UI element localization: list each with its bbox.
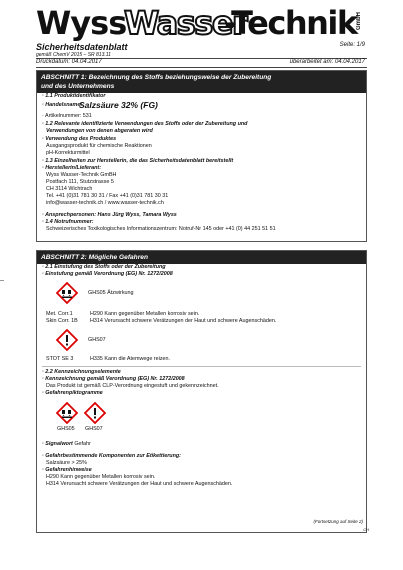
section-2-header [37,251,366,264]
section-1-4-heading: · 1.4 Notrufnummer: [42,219,94,225]
h290-text: H290 Kann gegenüber Metallen korrosiv sein. [90,311,200,317]
exclamation-pictogram-icon [56,329,78,351]
section-2-1-subheading: · Einstufung gemäß Verordnung (EG) Nr. 1272/2008 [42,271,173,277]
section-1-3-heading: · 1.3 Einzelheiten zur Herstellerin, die das Sicherheitsdatenblatt bereitstellt [42,158,234,164]
exclamation-pictogram-icon [84,402,106,424]
use-2: pH-Korrekturmittel [46,150,90,156]
address-line: Tel. +41 (0)31 781 30 31 / Fax +41 (0)31 781 30 31 [46,193,169,199]
logo-word-1: Wyss [36,4,127,42]
page-number: Seite: 1/9 [339,42,365,48]
divider [42,366,361,367]
hazard-statement: H314 Verursacht schwere Verätzungen der Haut und schwere Augenschäden. [46,481,233,487]
contact-persons-text: · Ansprechpersonen: Hans Jürg Wyss, Tamara Wyss [42,212,177,218]
picto-1-label: GHS05 [57,426,75,432]
h314-class: Skin Corr. 1B [46,318,78,324]
document-subtitle: gemäß ChemV 2015 – SR 813.11 [36,52,111,58]
address-line: CH 3114 Wichtrach [46,186,93,192]
section-1-title-line2: und des Unternehmens [41,83,115,90]
picto-2-label: GHS07 [85,426,103,432]
corrosion-pictogram-icon [56,402,78,424]
section-1-2-heading-2: Verwendungen von denen abgeraten wird [46,128,153,134]
continued-note: (Fortsetzung auf Seite 2) [313,519,363,524]
logo-word-3: -Technik [224,4,357,42]
revision-date: überarbeitet am: 04.04.2017 [289,59,365,65]
section-1-header [37,71,366,93]
section-2-2-heading: · 2.2 Kennzeichnungselemente [42,369,121,375]
trade-name: Salzsäure 32% (FG) [79,100,158,110]
print-date: Druckdatum: 04.04.2017 [36,59,102,65]
signal-word-row [42,441,91,448]
header-divider-2 [36,67,367,68]
logo-word-2: Wasser [124,4,247,42]
section-2-title: ABSCHNITT 2: Mögliche Gefahren [41,254,148,261]
clp-note: Das Produkt ist gemäß CLP-Verordnung eingestuft und gekennzeichnet. [46,383,219,389]
article-number: · Artikelnummer: 531 [42,113,92,119]
h335-text: H335 Kann die Atemwege reizen. [90,356,171,362]
logo-gmbh: GmbH [356,12,362,30]
ghs05-label: GHS05 Ätzwirkung [88,290,134,296]
section-2-2-subheading: · Kennzeichnung gemäß Verordnung (EG) Nr. 1272/2008 [42,376,185,382]
trade-name-label: · Handelsname: [42,102,83,108]
h335-class: STOT SE 3 [46,356,74,362]
country-code: CH [363,527,369,532]
section-1-title-line1: ABSCHNITT 1: Bezeichnung des Stoffs beziehungsweise der Zubereitung [41,74,272,81]
use-1: Ausgangsprodukt für chemische Reaktionen [46,143,152,149]
signal-word-label: · Signalwort [42,441,73,447]
h290-class: Met. Corr.1 [46,311,73,317]
emergency-number: Schweizerisches Toxikologisches Informationszentrum: Notruf-Nr 145 oder +41 (0) 44 251 51 51 [46,226,276,232]
contact-persons [42,212,177,219]
section-1-1-heading: · 1.1 Produktidentifikator [42,93,106,99]
page-edge-mark [0,280,4,281]
corrosion-pictogram-icon [56,282,78,304]
component: Salzsäure > 25% [46,460,87,466]
address-line: Postfach 111, Stutzstrasse 5 [46,179,114,185]
hazard-statements-label: · Gefahrenhinweise [42,467,92,473]
section-1-2-heading-1: · 1.2 Relevante identifizierte Verwendungen des Stoffs oder der Zubereitung und [42,121,248,127]
ghs07-label: GHS07 [88,337,106,343]
address-line: Wyss Wasser-Technik GmBH [46,172,117,178]
signal-word: Gefahr [74,441,91,447]
document-title: Sicherheitsdatenblatt [36,42,128,52]
maker-label: · Herstellerin/Lieferant: [42,165,102,171]
company-logo [36,6,366,40]
components-label: · Gefahrbestimmende Komponenten zur Etikettierung: [42,453,181,459]
h314-text: H314 Verursacht schwere Verätzungen der Haut und schwere Augenschäden. [90,318,277,324]
section-2-1-heading: · 2.1 Einstufung des Stoffs oder der Zubereitung [42,264,166,270]
use-label: · Verwendung des Produktes [42,136,117,142]
pictogram-label: · Gefahrenpiktogramme [42,390,103,396]
email-web-link[interactable]: info@wasser-technik.ch / www.wasser-technik.ch [46,200,164,206]
hazard-statement: H290 Kann gegenüber Metallen korrosiv sein. [46,474,156,480]
